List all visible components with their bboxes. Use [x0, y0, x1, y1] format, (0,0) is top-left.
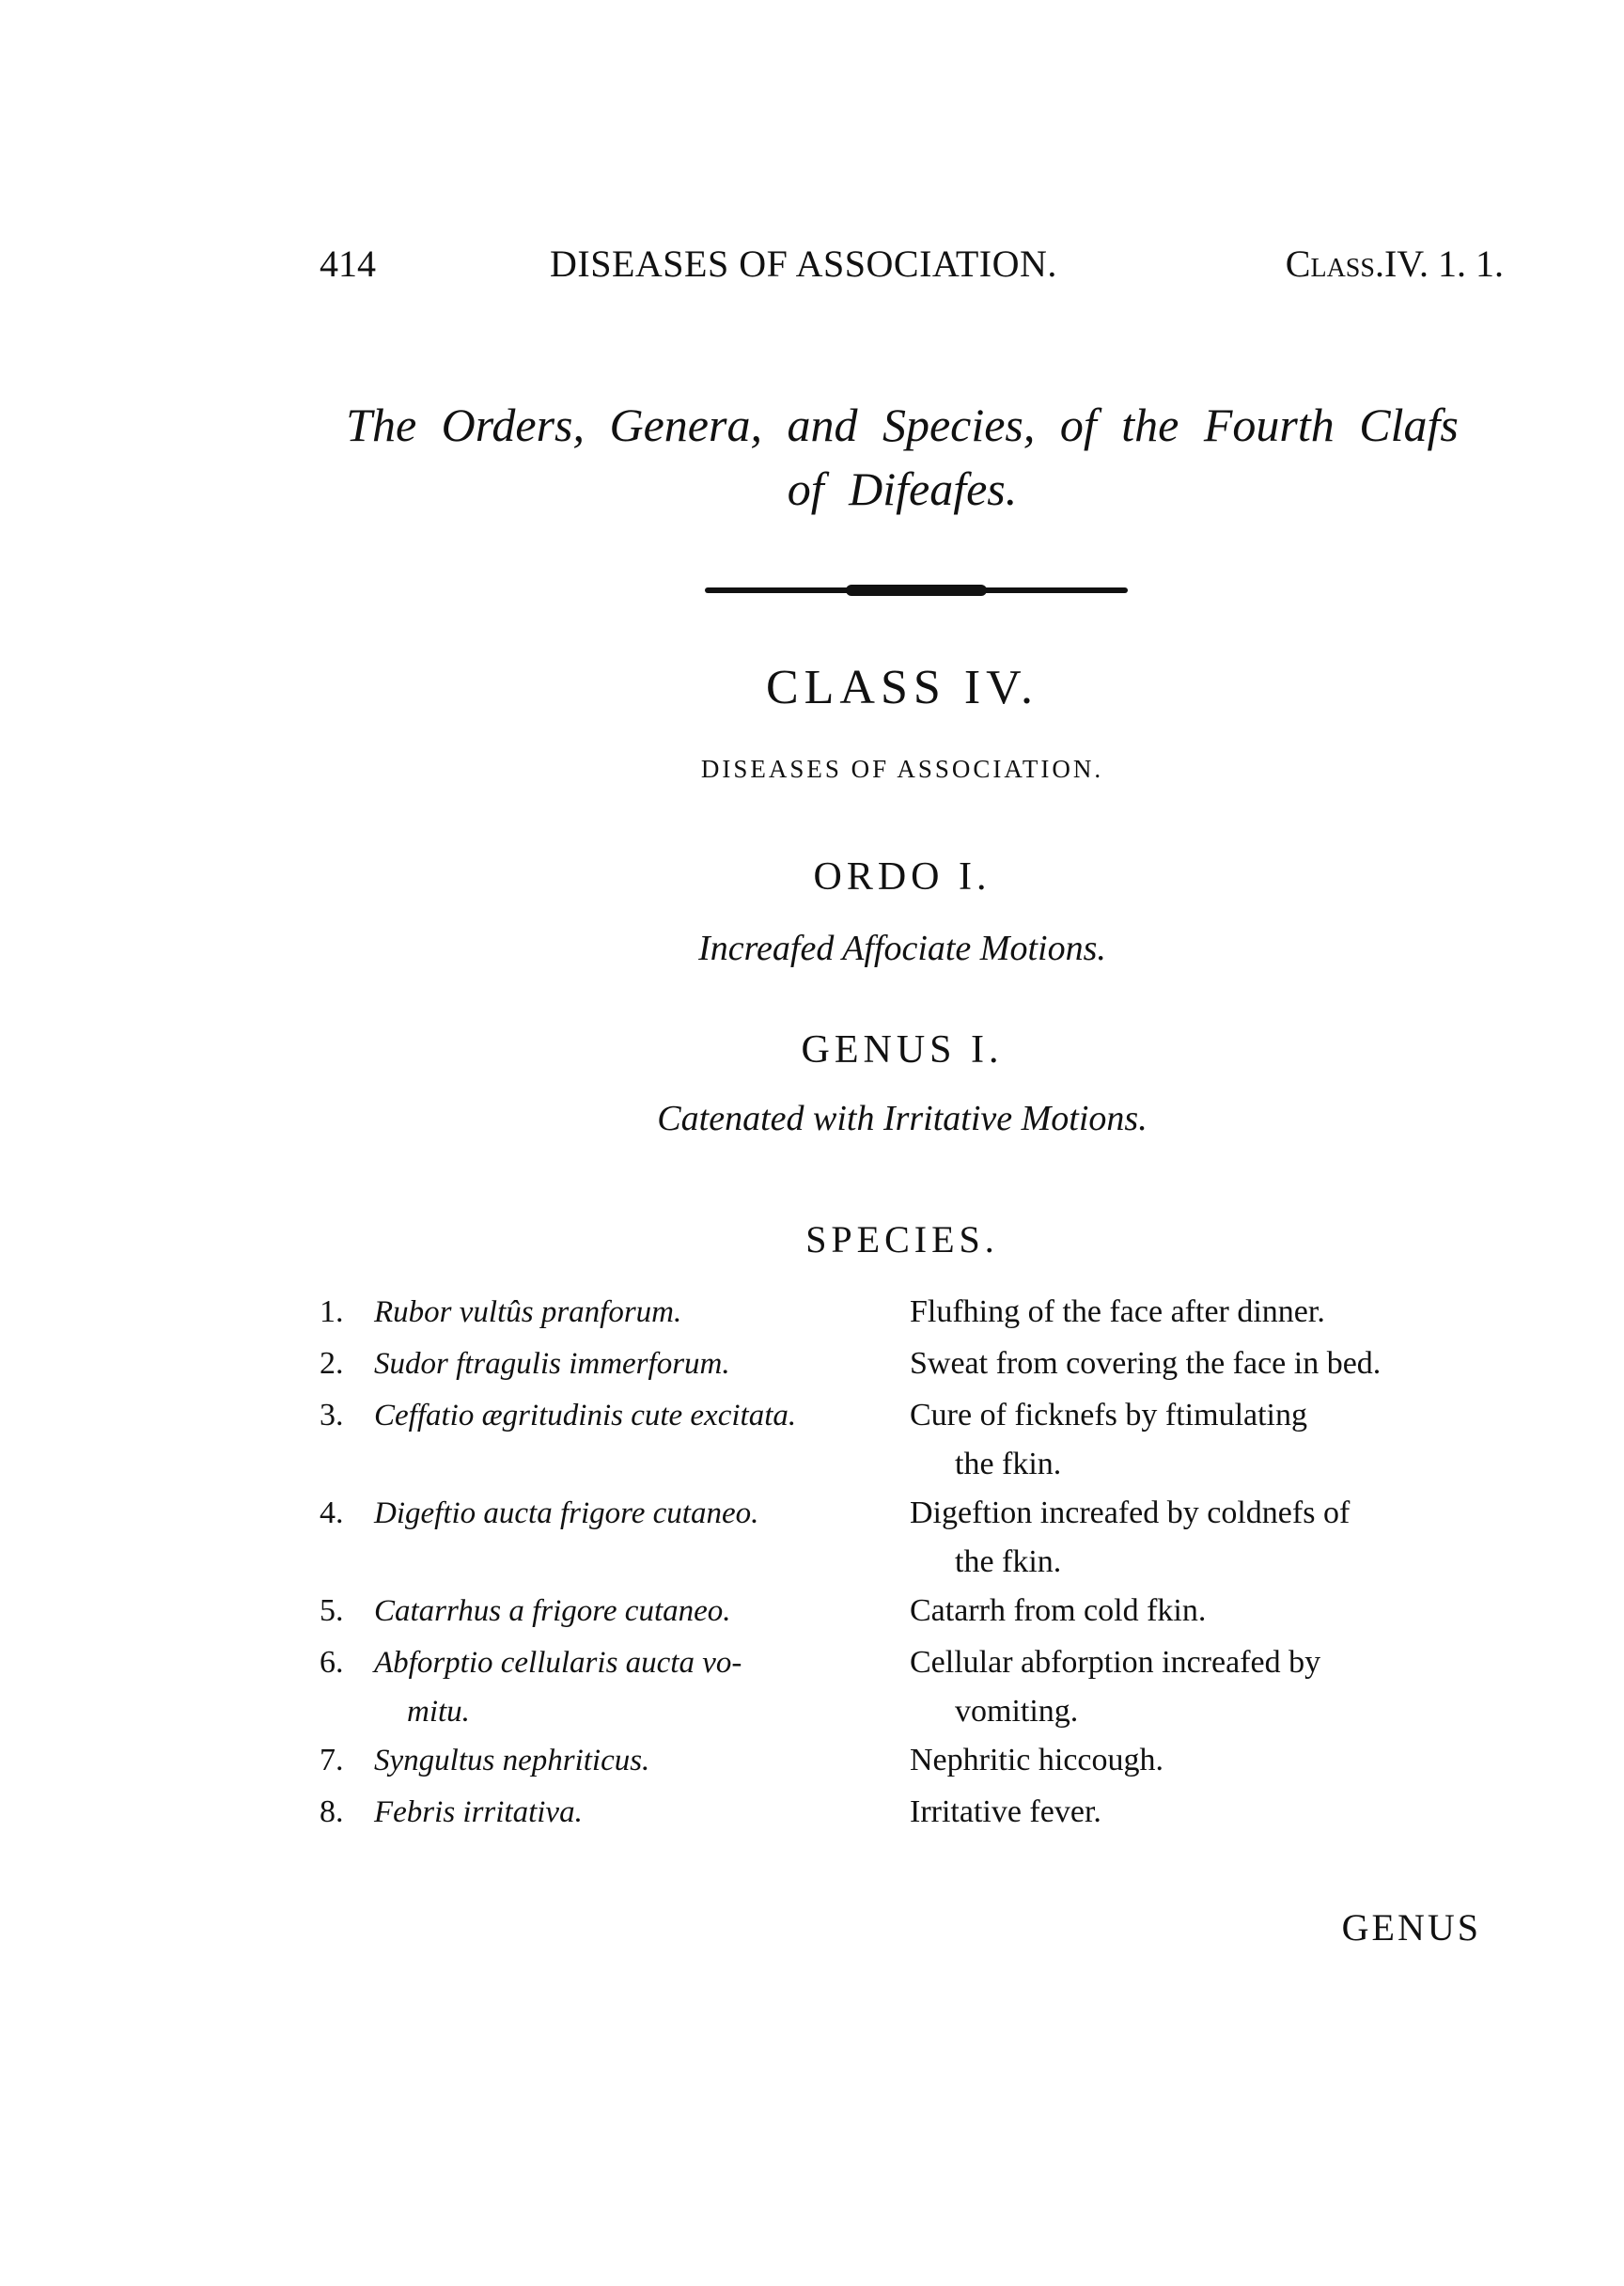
latin-text: Catarrhus a frigore cutaneo.	[374, 1594, 731, 1628]
list-item	[320, 1638, 1499, 1736]
latin-text: Abforptio cellularis aucta vo-	[374, 1646, 742, 1680]
species-heading: SPECIES.	[805, 1218, 999, 1260]
english-text: Catarrh from cold fkin.	[910, 1593, 1207, 1628]
list-item	[320, 1489, 1499, 1587]
list-item	[320, 1788, 1499, 1840]
class-reference: Class.IV. 1. 1.	[1285, 243, 1504, 285]
running-title: DISEASES OF ASSOCIATION.	[550, 243, 1057, 285]
english-text: Flufhing of the face after dinner.	[910, 1294, 1325, 1329]
species-latin-name	[374, 1489, 886, 1538]
species-number: 8.	[320, 1794, 344, 1829]
latin-text: Syngultus nephriticus.	[374, 1744, 650, 1777]
catchword: GENUS	[1341, 1906, 1481, 1949]
species-number: 1.	[320, 1294, 344, 1329]
class-subheading: DISEASES OF ASSOCIATION.	[700, 755, 1104, 783]
species-english-name	[910, 1339, 1499, 1388]
species-number: 5.	[320, 1593, 344, 1628]
page-number: 414	[320, 243, 376, 285]
latin-text: Febris irritativa.	[374, 1795, 583, 1829]
species-english-name	[910, 1788, 1499, 1837]
english-text: Sweat from covering the face in bed.	[910, 1346, 1382, 1381]
species-english-name	[910, 1288, 1499, 1337]
english-continuation: vomiting.	[955, 1694, 1079, 1729]
english-text: Nephritic hiccough.	[910, 1743, 1164, 1777]
species-english-name	[910, 1736, 1499, 1785]
page-title	[282, 393, 1522, 521]
list-item	[320, 1736, 1499, 1788]
species-english-name	[910, 1391, 1499, 1489]
list-item	[320, 1587, 1499, 1638]
species-english-name	[910, 1489, 1499, 1587]
list-item	[320, 1391, 1499, 1489]
english-text: Irritative fever.	[910, 1794, 1101, 1829]
genus-heading: GENUS I.	[801, 1028, 1004, 1072]
species-english-name	[910, 1587, 1499, 1636]
list-item	[320, 1339, 1499, 1391]
ordo-heading: ORDO I.	[813, 855, 992, 899]
species-number: 2.	[320, 1346, 344, 1381]
class-heading: CLASS IV.	[765, 661, 1038, 714]
english-text: Cure of ficknefs by ftimulating	[910, 1398, 1308, 1433]
species-english-name	[910, 1638, 1499, 1736]
species-latin-name	[374, 1788, 886, 1837]
english-text: Digeftion increafed by coldnefs of	[910, 1495, 1351, 1530]
species-latin-name	[374, 1736, 886, 1785]
species-number: 3.	[320, 1398, 344, 1433]
latin-text: Sudor ftragulis immerforum.	[374, 1347, 730, 1381]
species-latin-name	[374, 1339, 886, 1388]
english-continuation: the fkin.	[955, 1447, 1062, 1481]
english-continuation: the fkin.	[955, 1544, 1062, 1579]
running-header	[320, 241, 1504, 288]
latin-continuation: mitu.	[407, 1695, 470, 1729]
species-number: 6.	[320, 1645, 344, 1680]
genus-subheading: Catenated with Irritative Motions.	[657, 1099, 1148, 1138]
species-list	[320, 1288, 1499, 1840]
latin-text: Digeftio aucta frigore cutaneo.	[374, 1496, 759, 1530]
species-latin-name	[374, 1391, 886, 1440]
ornamental-rule	[705, 587, 1128, 593]
ordo-subheading: Increafed Affociate Motions.	[698, 929, 1106, 968]
title-line-2: of Difeafes.	[787, 462, 1018, 515]
species-number: 7.	[320, 1743, 344, 1777]
species-latin-name	[374, 1288, 886, 1337]
species-number: 4.	[320, 1495, 344, 1530]
latin-text: Rubor vultûs pranforum.	[374, 1295, 682, 1329]
title-line-1: The Orders, Genera, and Species, of the Fourth Clafs	[346, 399, 1459, 451]
species-latin-name	[374, 1587, 886, 1636]
english-text: Cellular abforption increafed by	[910, 1645, 1321, 1680]
species-latin-name	[374, 1638, 886, 1736]
list-item	[320, 1288, 1499, 1339]
latin-text: Ceffatio ægritudinis cute excitata.	[374, 1399, 797, 1433]
